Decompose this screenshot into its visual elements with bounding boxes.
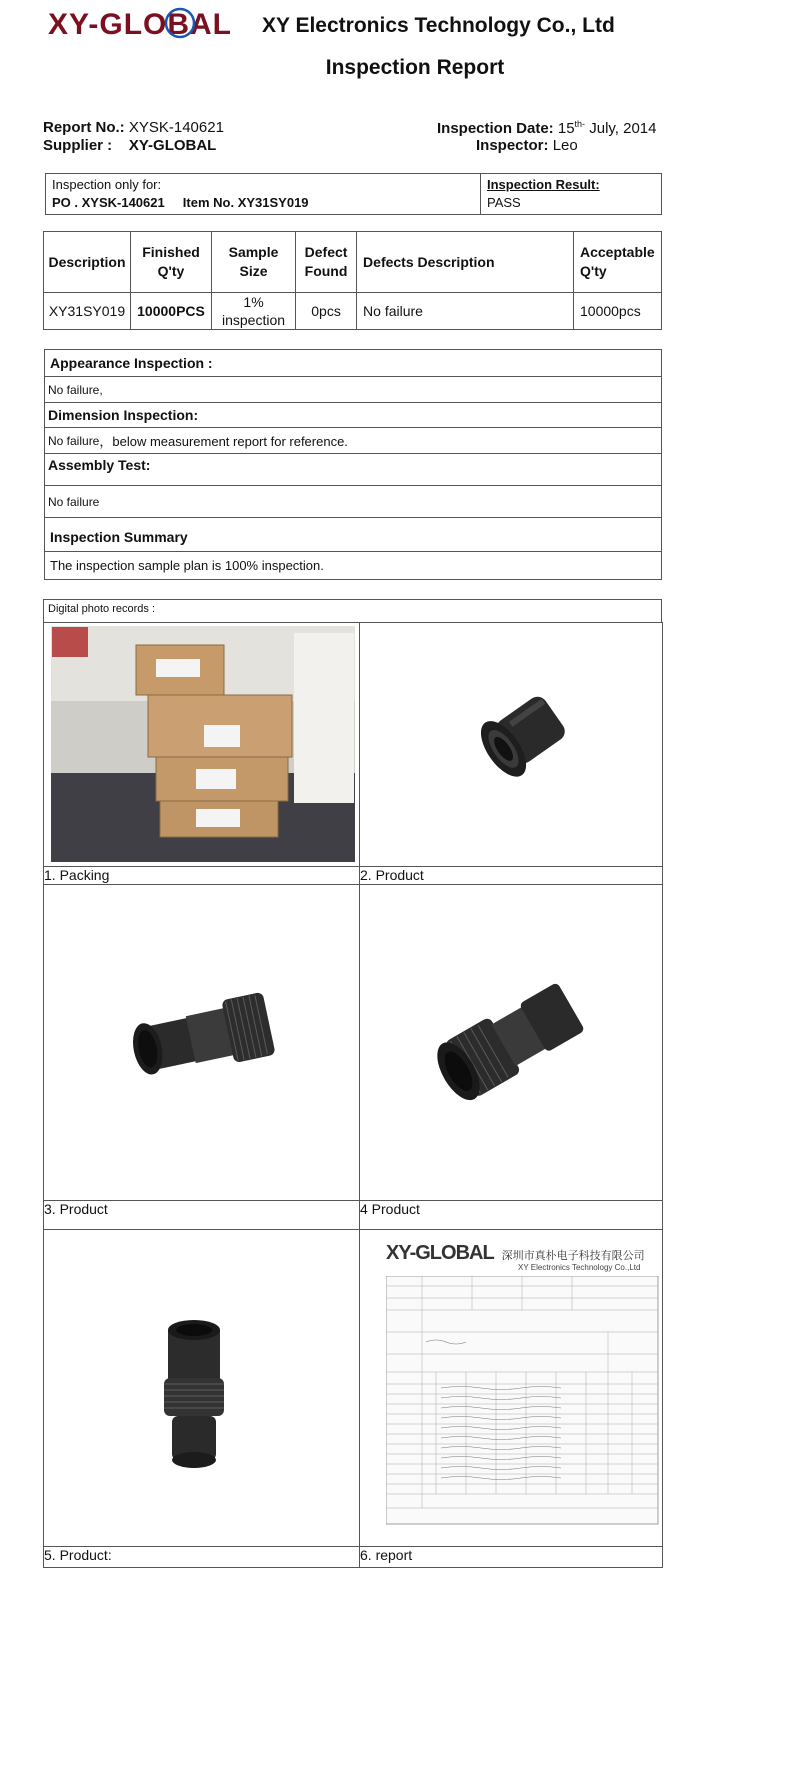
po-number: PO . XYSK-140621 bbox=[52, 195, 165, 210]
product-photo-5 bbox=[44, 1230, 359, 1546]
assembly-text: No failure bbox=[45, 486, 661, 518]
report-title: Inspection Report bbox=[325, 56, 505, 79]
appearance-title: Appearance Inspection : bbox=[45, 350, 661, 377]
inspection-for-label: Inspection only for: bbox=[52, 177, 162, 192]
appearance-text: No failure, bbox=[45, 377, 661, 403]
caption-4: 4 Product bbox=[360, 1201, 663, 1230]
cell-sample-size: 1% inspection bbox=[212, 293, 296, 330]
header-description: Description bbox=[44, 232, 131, 293]
inspection-date: Inspection Date: $15^{th-}$ July, 2014 bbox=[437, 119, 657, 137]
item-number: Item No. XY31SY019 bbox=[182, 195, 309, 210]
svg-text:XY-GLOBAL: XY-GLOBAL bbox=[48, 8, 233, 41]
supplier: Supplier : XY-GLOBAL bbox=[43, 137, 217, 154]
header-defect-found: Defect Found bbox=[296, 232, 357, 293]
assembly-title: Assembly Test: bbox=[45, 454, 661, 486]
inspection-for-box bbox=[45, 173, 662, 215]
cell-finished-qty: 10000PCS bbox=[131, 293, 212, 330]
company-name: XY Electronics Technology Co., Ltd bbox=[262, 14, 615, 37]
product-photo-3 bbox=[44, 885, 359, 1200]
caption-3: 3. Product bbox=[44, 1201, 360, 1230]
caption-1: 1. Packing bbox=[44, 867, 360, 885]
header-acceptable-qty: Acceptable Q'ty bbox=[574, 232, 662, 293]
xy-global-logo bbox=[48, 4, 248, 44]
header-defects-description: Defects Description bbox=[357, 232, 574, 293]
summary-title: Inspection Summary bbox=[45, 518, 661, 552]
header-finished-qty: Finished Q'ty bbox=[131, 232, 212, 293]
caption-5: 5. Product: bbox=[44, 1547, 360, 1568]
defects-table bbox=[43, 231, 662, 330]
cell-defects-description: No failure bbox=[357, 293, 574, 330]
inspection-result-label: Inspection Result: bbox=[487, 177, 600, 192]
summary-text: The inspection sample plan is 100% inspection. bbox=[50, 558, 324, 573]
photo-records-title: Digital photo records : bbox=[43, 599, 662, 623]
product-photo-2 bbox=[360, 623, 662, 866]
report-logo: XY-GLOBAL bbox=[386, 1242, 494, 1264]
report-number: Report No.: XYSK-140621 bbox=[43, 119, 224, 136]
packing-photo bbox=[44, 623, 359, 866]
caption-2: 2. Product bbox=[360, 867, 663, 885]
header-sample-size: Sample Size bbox=[212, 232, 296, 293]
cell-defect-found: 0pcs bbox=[296, 293, 357, 330]
cell-description: XY31SY019 bbox=[44, 293, 131, 330]
cell-acceptable-qty: 10000pcs bbox=[574, 293, 662, 330]
inspector: Inspector: Leo bbox=[476, 137, 578, 154]
product-photo-4 bbox=[360, 885, 662, 1200]
report-form-grid bbox=[386, 1276, 662, 1526]
report-cn-company: 深圳市真朴电子科技有限公司 bbox=[501, 1250, 645, 1262]
inspection-sections bbox=[44, 349, 662, 580]
caption-6: 6. report bbox=[360, 1547, 663, 1568]
dimension-text: No failure ，below measurement report for reference. bbox=[45, 428, 661, 454]
dimension-title: Dimension Inspection: bbox=[45, 403, 661, 428]
measurement-report-image bbox=[360, 1230, 662, 1546]
report-en-company: XY Electronics Technology Co.,Ltd bbox=[518, 1263, 641, 1272]
inspection-result: PASS bbox=[487, 195, 521, 210]
photo-grid bbox=[43, 622, 663, 1568]
